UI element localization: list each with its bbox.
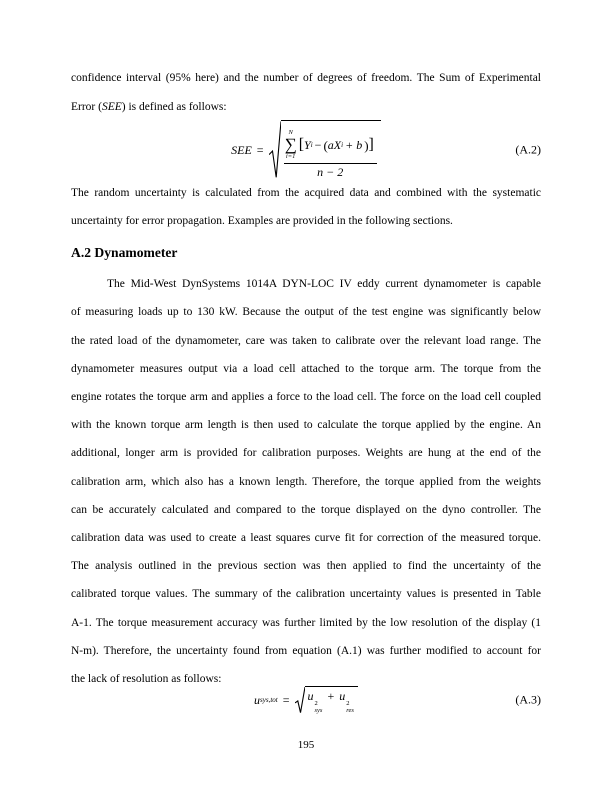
paragraph-line: with the known torque arm length is then used to calculate the torque applied by the engine. An bbox=[71, 419, 541, 432]
subscript-i: i bbox=[310, 141, 313, 150]
minus-sign: − bbox=[314, 137, 322, 152]
variable-ax: aX bbox=[327, 137, 342, 152]
open-paren: ( bbox=[323, 137, 328, 153]
equation-label-a3: (A.3) bbox=[515, 692, 541, 707]
paragraph-line: calibration arm, which also has a known length. Therefore, the torque applied from the weights bbox=[71, 475, 541, 488]
paragraph-line: confidence interval (95% here) and the number of degrees of freedom. The Sum of Experimental bbox=[71, 72, 541, 84]
sum-lower-limit: i=1 bbox=[285, 153, 296, 161]
equals-sign: = bbox=[256, 142, 264, 157]
paragraph-line: The analysis outlined in the previous section was then applied to find the uncertainty of the bbox=[71, 560, 541, 573]
paragraph-line: dynamometer measures output via a load cell attached to the torque arm. The torque from the bbox=[71, 362, 541, 375]
plus-sign: + bbox=[327, 688, 335, 703]
plus-b-term: + b bbox=[345, 137, 363, 152]
subscript-i: i bbox=[341, 141, 344, 150]
page-body bbox=[71, 64, 541, 713]
section-heading: A.2 Dynamometer bbox=[71, 245, 178, 261]
page-number: 195 bbox=[297, 739, 315, 751]
sup-sub-stack bbox=[346, 701, 354, 715]
italic-term-see: SEE bbox=[101, 100, 122, 113]
equation-a3 bbox=[71, 687, 541, 713]
sup-sub-stack bbox=[315, 701, 323, 715]
close-bracket: ] bbox=[368, 136, 374, 154]
square-root bbox=[295, 686, 358, 715]
variable-u-res: u bbox=[339, 688, 346, 703]
paragraph-line: A-1. The torque measurement accuracy was further limited by the low resolution of the display (1 bbox=[71, 616, 541, 629]
subscript-sys-tot: sys,tot bbox=[260, 696, 278, 705]
square-root bbox=[269, 120, 381, 180]
paragraph-line: the lack of resolution as follows: bbox=[71, 673, 222, 686]
equals-sign: = bbox=[282, 692, 290, 707]
paragraph-dynamometer bbox=[71, 270, 541, 693]
text-run: ) is defined as follows: bbox=[121, 100, 227, 113]
summation-operator bbox=[285, 129, 297, 161]
paragraph-line: N-m). Therefore, the uncertainty found from equation (A.1) was further modified to account for bbox=[71, 644, 541, 657]
open-bracket: [ bbox=[298, 136, 305, 154]
paragraph-line: calibrated torque values. The summary of the calibration uncertainty values is presented in Table bbox=[71, 588, 541, 601]
paragraph-line: the rated load of the dynamometer, care was taken to calibrate over the relevant load range. The bbox=[71, 334, 541, 347]
paragraph-line: calibration data was used to create a least squares curve fit for correction of the measured torque. bbox=[71, 532, 541, 545]
paragraph-line: uncertainty for error propagation. Examples are provided in the following sections. bbox=[71, 215, 453, 228]
paragraph-line: engine rotates the torque arm and applies a force to the load cell. The force on the load cell coupled bbox=[71, 391, 541, 403]
superscript-2: 2 bbox=[346, 699, 350, 707]
equation-label-a2: (A.2) bbox=[515, 142, 541, 157]
equation-a2 bbox=[71, 122, 541, 179]
paragraph-line: The random uncertainty is calculated from the acquired data and combined with the systematic bbox=[71, 186, 541, 199]
paragraph-line: of measuring loads up to 130 kW. Because the output of the test engine was significantly below bbox=[71, 306, 541, 319]
close-paren: ) bbox=[364, 137, 369, 153]
fraction-numerator bbox=[284, 129, 377, 164]
variable-u-sys: u bbox=[307, 688, 314, 703]
variable-u: u bbox=[254, 692, 261, 707]
subscript-res: res bbox=[346, 706, 354, 714]
paragraph-line: can be accurately calculated and compared to the torque displayed on the dyno controller. The bbox=[71, 503, 541, 516]
text-run: Error ( bbox=[71, 100, 102, 113]
sigma-icon: ∑ bbox=[284, 135, 297, 155]
sum-upper-limit: N bbox=[288, 129, 293, 137]
superscript-2: 2 bbox=[314, 699, 318, 707]
radical-icon bbox=[295, 686, 305, 715]
paragraph-line: The Mid-West DynSystems 1014A DYN-LOC IV eddy current dynamometer is capable bbox=[107, 278, 541, 291]
radicand bbox=[305, 686, 358, 715]
equation-lhs: SEE bbox=[231, 142, 252, 157]
variable-y: Y bbox=[304, 137, 311, 152]
radical-icon bbox=[269, 120, 281, 180]
paragraph-line: additional, longer arm is provided for calibration purposes. Weights are hung at the end of the bbox=[71, 447, 541, 460]
fraction-denominator: n − 2 bbox=[317, 164, 344, 179]
subscript-sys: sys bbox=[314, 706, 323, 714]
fraction bbox=[284, 129, 377, 180]
paragraph-line bbox=[71, 93, 541, 122]
radicand bbox=[281, 120, 381, 180]
